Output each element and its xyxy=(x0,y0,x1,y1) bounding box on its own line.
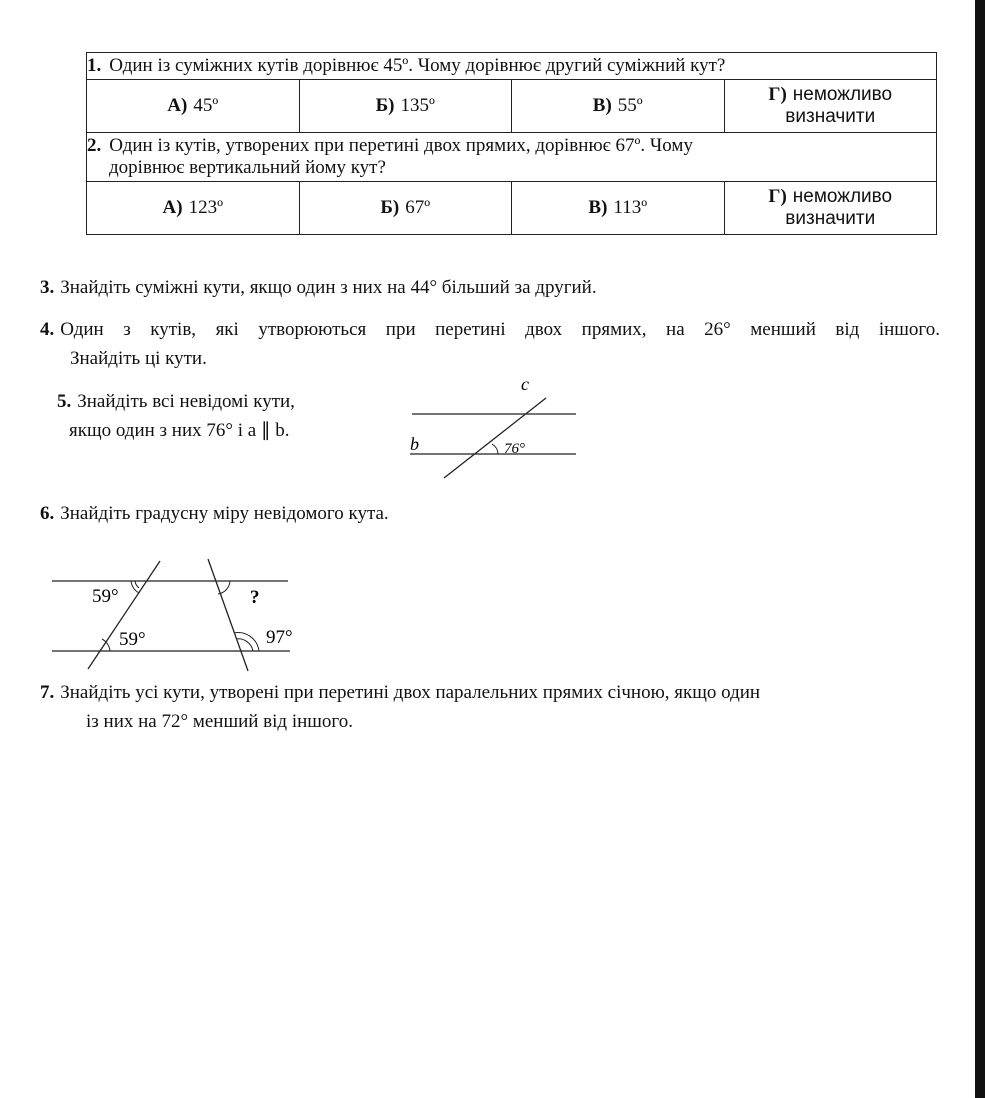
arc-top-left-inner xyxy=(135,581,139,588)
q2-option-v[interactable]: В) 113º xyxy=(512,182,725,235)
task-6 xyxy=(40,499,389,528)
task-4-number: 4. xyxy=(40,319,55,340)
task-6-number: 6. xyxy=(40,503,55,524)
multiple-choice-table xyxy=(86,52,937,235)
task-6-text: Знайдіть градусну міру невідомого кута. xyxy=(60,503,389,524)
question-1-text: Один із суміжних кутів дорівнює 45º. Чому дорівнює другий суміжний кут? xyxy=(109,55,726,76)
left-transversal xyxy=(88,561,160,669)
question-1-number: 1. xyxy=(87,55,102,76)
task-7 xyxy=(40,678,760,736)
q1-option-a[interactable]: А) 45º xyxy=(87,80,300,133)
q1-option-v[interactable]: В) 55º xyxy=(512,80,725,133)
task-4-line1: Один з кутів, які утворюються при перетині двох прямих, на 26° менший від іншого. xyxy=(60,319,940,340)
q1-option-g[interactable]: Г) неможливо визначити xyxy=(724,80,937,133)
question-2-row xyxy=(87,133,937,182)
task-7-number: 7. xyxy=(40,682,55,703)
question-1-row xyxy=(87,53,937,80)
q1-option-b[interactable]: Б) 135º xyxy=(299,80,512,133)
angle-bottom-right-label: 97° xyxy=(266,627,293,648)
unknown-angle-label: ? xyxy=(250,587,260,608)
task-7-line1: Знайдіть усі кути, утворені при перетині двох паралельних прямих січною, якщо один xyxy=(60,682,761,703)
task-4 xyxy=(40,315,940,373)
angle-bottom-left-label: 59° xyxy=(119,629,146,650)
page-edge xyxy=(975,0,985,1098)
task-5-number: 5. xyxy=(57,391,72,412)
label-b: b xyxy=(410,434,419,454)
q2-option-b[interactable]: Б) 67º xyxy=(299,182,512,235)
question-2-options xyxy=(87,182,937,235)
task-5-figure xyxy=(400,370,590,485)
question-2-text: Один із кутів, утворених при перетині двох прямих, дорівнює 67º. Чому xyxy=(109,135,693,156)
task-5-line2: якщо один з них 76° і a ∥ b. xyxy=(69,420,290,441)
task-5 xyxy=(57,387,295,445)
label-c: c xyxy=(521,374,529,394)
right-transversal xyxy=(208,559,248,671)
question-2-number: 2. xyxy=(87,135,102,156)
arc-bottom-left xyxy=(102,639,110,651)
task-6-figure xyxy=(40,555,310,675)
task-3-text: Знайдіть суміжні кути, якщо один з них на 44° більший за другий. xyxy=(60,277,597,298)
task-4-line2: Знайдіть ці кути. xyxy=(70,348,207,369)
task-3-number: 3. xyxy=(40,277,55,298)
angle-76-label: 76° xyxy=(504,441,525,457)
transversal-c xyxy=(444,398,546,478)
angle-top-left-label: 59° xyxy=(92,586,119,607)
question-1-options xyxy=(87,80,937,133)
task-3 xyxy=(40,273,597,302)
question-2-text-line2: дорівнює вертикальний йому кут? xyxy=(109,157,386,178)
q2-option-g[interactable]: Г) неможливо визначити xyxy=(724,182,937,235)
angle-arc xyxy=(492,444,498,454)
q2-option-a[interactable]: А) 123º xyxy=(87,182,300,235)
task-7-line2: із них на 72° менший від іншого. xyxy=(86,711,353,732)
task-5-line1: Знайдіть всі невідомі кути, xyxy=(77,391,295,412)
